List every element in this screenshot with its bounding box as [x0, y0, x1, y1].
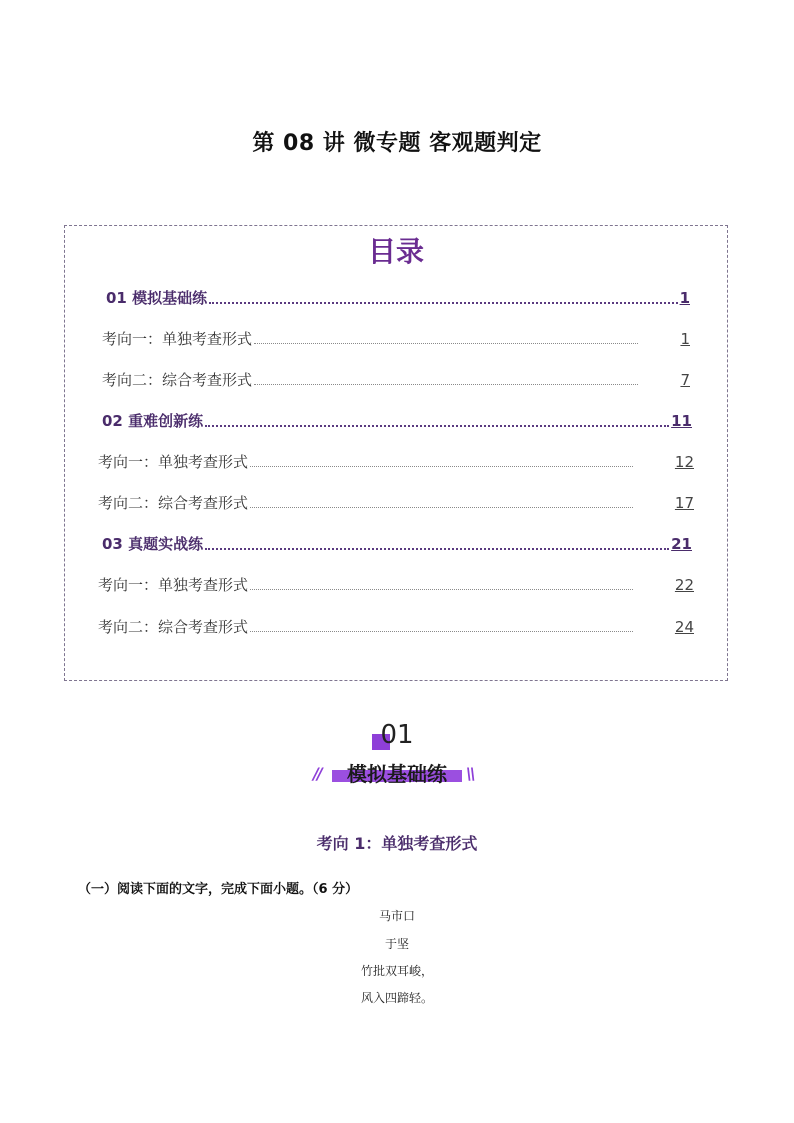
toc-item[interactable] — [98, 574, 694, 596]
toc-item-label: 考向二：综合考查形式 — [102, 371, 253, 389]
section-number: 01 — [380, 720, 414, 750]
poem-line: 风入四蹄轻。 — [360, 991, 433, 1005]
toc-leader — [205, 547, 669, 550]
page-title: 第 08 讲 微专题 客观题判定 — [252, 131, 542, 156]
toc-leader — [254, 383, 638, 385]
toc-leader — [209, 301, 677, 304]
toc-section-label: 01 模拟基础练 — [106, 289, 208, 307]
toc-section-03[interactable] — [102, 533, 692, 555]
toc-page-link[interactable]: 21 — [671, 535, 692, 553]
table-of-contents — [64, 225, 728, 681]
toc-item-label: 考向一：单独考查形式 — [102, 330, 253, 348]
poem-line: 竹批双耳峻， — [360, 964, 433, 978]
toc-item-label: 考向二：综合考查形式 — [98, 494, 249, 512]
poem-author: 于坚 — [384, 937, 409, 951]
toc-item[interactable] — [102, 328, 690, 350]
toc-item[interactable] — [102, 369, 690, 391]
question-prompt: （一）阅读下面的文字，完成下面小题。（6 分） — [78, 882, 359, 897]
toc-page-link[interactable]: 12 — [674, 453, 694, 471]
toc-section-01[interactable] — [106, 287, 690, 309]
toc-page-link[interactable]: 11 — [671, 412, 692, 430]
toc-section-02[interactable] — [102, 410, 692, 432]
toc-item[interactable] — [98, 451, 694, 473]
toc-leader — [250, 465, 633, 467]
toc-item-label: 考向一：单独考查形式 — [98, 576, 249, 594]
toc-page-link[interactable]: 24 — [674, 618, 694, 636]
toc-item[interactable] — [98, 492, 694, 514]
badge-left-deco: // — [313, 764, 321, 783]
toc-leader — [250, 588, 633, 590]
toc-leader — [254, 342, 638, 344]
toc-page-link[interactable]: 1 — [679, 289, 690, 307]
toc-page-link[interactable]: 7 — [680, 371, 690, 389]
toc-section-label: 03 真题实战练 — [102, 535, 204, 553]
badge-right-deco: \\ — [466, 764, 474, 783]
subsection-heading: 考向 1：单独考查形式 — [316, 834, 478, 853]
poem-title: 马市口 — [378, 909, 415, 923]
toc-leader — [250, 506, 633, 508]
toc-leader — [250, 630, 633, 632]
toc-section-label: 02 重难创新练 — [102, 412, 204, 430]
toc-item[interactable] — [98, 616, 694, 638]
section-badge-label: 模拟基础练 — [347, 762, 447, 786]
toc-item-label: 考向一：单独考查形式 — [98, 453, 249, 471]
toc-item-label: 考向二：综合考查形式 — [98, 618, 249, 636]
toc-heading: 目录 — [367, 235, 424, 268]
toc-page-link[interactable]: 17 — [674, 494, 694, 512]
toc-page-link[interactable]: 1 — [680, 330, 690, 348]
toc-leader — [205, 424, 669, 427]
toc-page-link[interactable]: 22 — [674, 576, 694, 594]
